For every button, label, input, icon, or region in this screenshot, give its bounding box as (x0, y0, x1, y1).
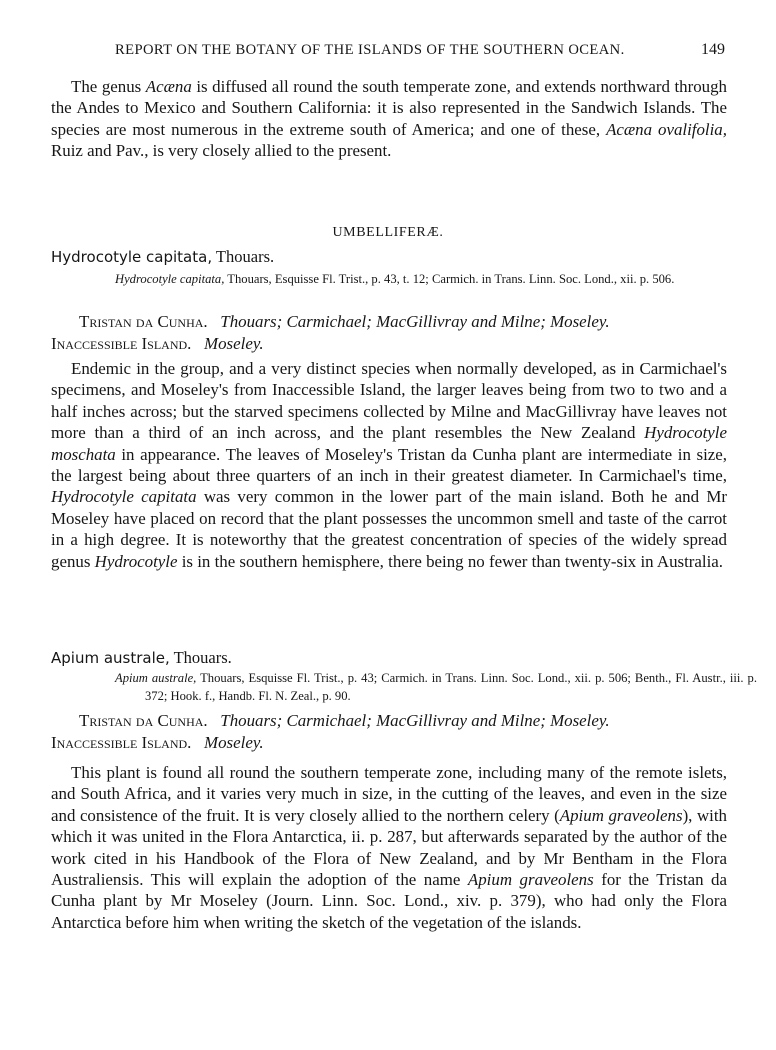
intro-text-1: The genus (71, 77, 146, 96)
species-hydrocotyle-moschata: Hydrocotyle moschata (51, 423, 727, 464)
locality-place: Inaccessible Island. (51, 732, 192, 752)
locality-inaccessible (51, 732, 727, 754)
header-title: REPORT ON THE BOTANY OF THE ISLANDS OF THE SOUTHERN OCEAN. (115, 42, 625, 58)
species-acaena-ovalifolia: Acæna ovalifolia, (606, 119, 727, 139)
intro-paragraph (51, 76, 727, 162)
ref-species: Hydrocotyle capitata, (115, 272, 225, 286)
locality-place: Tristan da Cunha. (79, 711, 208, 730)
genus-hydrocotyle: Hydrocotyle (94, 551, 178, 571)
hydrocotyle-references (115, 270, 757, 288)
apium-localities (51, 710, 727, 753)
apium-references (115, 669, 757, 706)
desc-text-1: Endemic in the group, and a very distinct species when normally developed, as in Carmichael's specimens, and Moseley's from Inaccessible Island, the larger leaves being from two to two and a half inches across; but the starved specimens collected by Milne and MacGillivray have leaves not more than a third of an inch across, and the plant resembles the New Zealand (51, 359, 727, 443)
ref-species: Apium australe, (115, 671, 197, 685)
locality-tristan (51, 710, 727, 732)
desc-text-4: is in the southern hemisphere, there being no fewer than twenty-six in Australia. (177, 551, 724, 571)
desc-text-3: for the Tristan da Cunha plant by Mr Moseley (Journ. Linn. Soc. Lond., xiv. p. 379), who had only the Flora Antarctica before him when writing the sketch of the vegetation of the islands. (51, 870, 728, 932)
species-heading-apium (51, 648, 232, 668)
locality-collectors: Thouars; Carmichael; MacGillivray and Milne; Moseley. (220, 711, 610, 730)
desc-text-2: ), with which it was united in the Flora Antarctica, ii. p. 287, but afterwards separated by the author of the work cited in his Handbook of the Flora of New Zealand, and by Mr Bentham in the Flora Australiensis. This will explain the adoption of the name (51, 805, 727, 890)
species-name: Hydrocotyle capitata, (51, 248, 213, 266)
hydrocotyle-localities (51, 311, 727, 354)
species-apium-graveolens-2: Apium graveolens (467, 870, 594, 890)
family-heading: UMBELLIFERÆ. (332, 225, 444, 240)
running-header (115, 42, 725, 59)
ref-citations: Thouars, Esquisse Fl. Trist., p. 43, t. 12; Carmich. in Trans. Linn. Soc. Lond., xii. p. 506. (224, 272, 675, 286)
desc-text-1: This plant is found all round the southern temperate zone, including many of the remote islets, and South Africa, and it varies very much in size, in the cutting of the leaves, and even in the size and consistence of the fruit. It is very closely allied to the northern celery ( (51, 763, 727, 825)
locality-tristan (51, 311, 727, 333)
species-apium-graveolens: Apium graveolens (559, 805, 683, 825)
apium-description (51, 762, 727, 933)
species-hydrocotyle-capitata: Hydrocotyle capitata (51, 487, 197, 507)
species-heading-hydrocotyle (51, 247, 274, 267)
locality-place: Tristan da Cunha. (79, 312, 208, 331)
genus-acaena: Acæna (145, 77, 192, 96)
species-authority: Thouars. (212, 247, 275, 266)
species-name: Apium australe, (51, 649, 170, 667)
locality-collectors: Thouars; Carmichael; MacGillivray and Milne; Moseley. (220, 312, 610, 331)
locality-inaccessible (51, 333, 727, 355)
species-authority: Thouars. (169, 648, 232, 667)
desc-text-2: in appearance. The leaves of Moseley's Tristan da Cunha plant are intermediate in size, the largest being about three quarters of an inch in their greatest diameter. In Carmichael's time, (51, 444, 727, 486)
ref-citations: Thouars, Esquisse Fl. Trist., p. 43; Carmich. in Trans. Linn. Soc. Lond., xii. p. 506; Benth., Fl. Austr., iii. p. 372; Hook. f., Handb. Fl. N. Zeal., p. 90. (145, 671, 757, 704)
intro-text-2: is diffused all round the south temperate zone, and extends northward through the Andes to Mexico and Southern California: it is also represented in the Sandwich Islands. The species are most numerous in the extreme south of America; and one of these, (51, 77, 727, 139)
hydrocotyle-description (51, 358, 727, 572)
intro-text-3: Ruiz and Pav., is very closely allied to the present. (51, 141, 392, 161)
desc-text-3: was very common in the lower part of the main island. Both he and Mr Moseley have placed on record that the plant possesses the uncommon smell and taste of the carrot in a high degree. It is noteworthy that the greatest concentration of species of the widely spread genus (51, 487, 727, 571)
locality-place: Inaccessible Island. (51, 333, 192, 353)
locality-collectors: Moseley. (204, 333, 264, 353)
locality-collectors: Moseley. (204, 732, 264, 752)
page-number: 149 (701, 41, 725, 58)
